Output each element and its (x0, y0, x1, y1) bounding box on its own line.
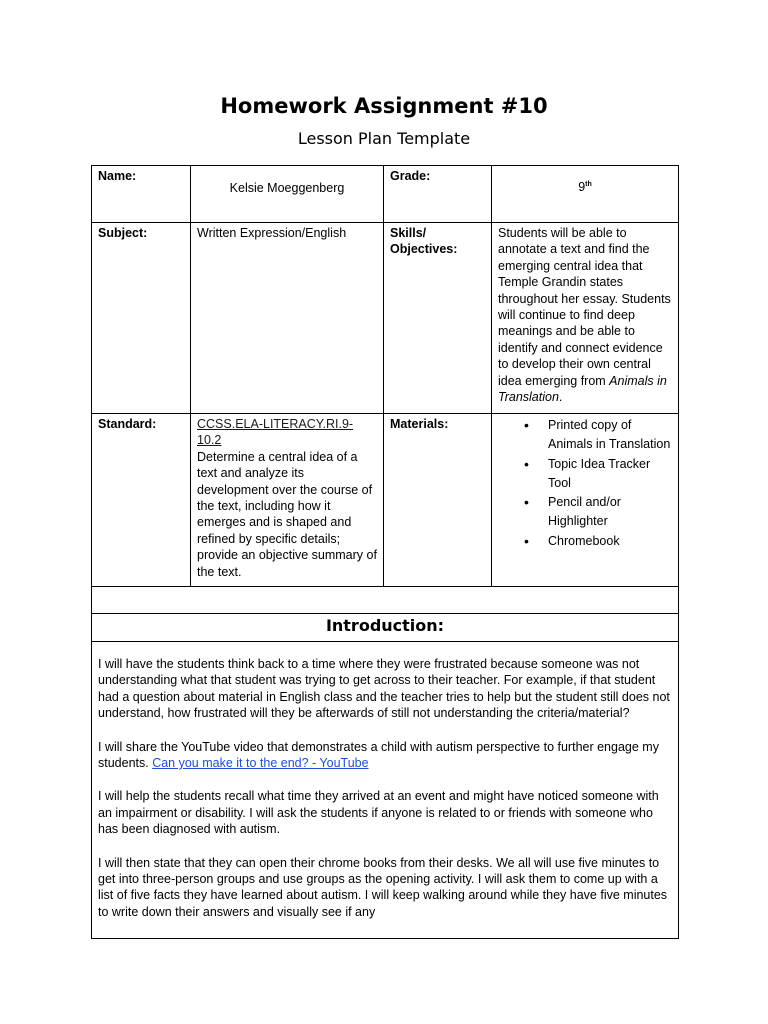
blank-row (92, 587, 679, 614)
introduction-paragraph-2-text: I will share the YouTube video that demonstrates a child with autism perspective to further engage my students. (98, 739, 659, 771)
name-grade-row (92, 166, 679, 223)
skills-book-title: Animals in Translation (498, 373, 667, 405)
materials-item: • Chromebook (548, 532, 672, 551)
skills-end: . (558, 390, 563, 405)
grade-value (492, 166, 679, 223)
introduction-paragraph-3: I will help the students recall what time they arrived at an event and might have noticed someone with an impairment or disability. I will ask the students if anyone is related to or friends with someone who has been diagnosed with autism. (98, 789, 659, 837)
skills-label-line1: Skills/ (390, 226, 427, 240)
standard-code-link[interactable]: CCSS.ELA-LITERACY.RI.9-10.2 (197, 417, 354, 448)
introduction-paragraph-1: I will have the students think back to a time where they were frustrated because someone was not understanding what that student was trying to get across to their teacher. For example, if that student had a question about material in English class and the teacher tries to help but the student still does not understand, how frustrated will they be afterwards of still not understanding the criteria/material? (98, 657, 670, 721)
standard-materials-row (92, 414, 679, 587)
introduction-heading: Introduction: (92, 614, 679, 642)
introduction-paragraph-2 (98, 739, 672, 772)
grade-label: Grade: (384, 166, 492, 223)
materials-item: • Pencil and/or Highlighter (548, 493, 672, 532)
introduction-body-row (92, 642, 679, 939)
name-value (191, 166, 384, 223)
grade-number: 9 (578, 180, 586, 194)
skills-text: Students will be able to annotate a text and find the emerging central idea that Temple Grandin states throughout her essay. Students will continue to find deep meanings and be able to identify and connect evidence to develop their own central idea emerging from (498, 226, 671, 388)
grade-suffix: th (585, 181, 592, 188)
name-label: Name: (92, 166, 191, 223)
materials-list (498, 416, 672, 551)
introduction-body (92, 642, 679, 939)
subject-value: Written Expression/English (191, 223, 384, 414)
youtube-link[interactable]: Can you make it to the end? - YouTube (152, 756, 369, 771)
subject-label: Subject: (92, 223, 191, 414)
materials-cell (492, 414, 679, 587)
introduction-heading-row (92, 614, 679, 642)
document-title: Homework Assignment #10 (220, 94, 548, 118)
subject-skills-row (92, 223, 679, 414)
materials-item: • Topic Idea Tracker Tool (548, 455, 672, 494)
standard-value (191, 414, 384, 587)
materials-label: Materials: (384, 414, 492, 587)
document-subtitle: Lesson Plan Template (297, 129, 471, 148)
skills-label (384, 223, 492, 414)
lesson-plan-table (91, 165, 679, 939)
materials-item: • Printed copy of Animals in Translation (548, 416, 672, 455)
standard-text: Determine a central idea of a text and analyze its development over the course of the text, including how it emerges and is shaped and refined by specific details; provide an objective summary of the text. (197, 449, 377, 579)
blank-cell (92, 587, 679, 614)
skills-label-line2: Objectives: (390, 242, 458, 257)
name-value-text: Kelsie Moeggenberg (229, 181, 345, 195)
standard-label: Standard: (92, 414, 191, 587)
skills-objectives-text (492, 223, 679, 414)
introduction-paragraph-4: I will then state that they can open their chrome books from their desks. We all will use five minutes to get into three-person groups and use groups as the opening activity. I will ask them to come up with a list of five facts they have learned about autism. I will keep walking around while they have five minutes to write down their answers and visually see if any (98, 855, 668, 919)
